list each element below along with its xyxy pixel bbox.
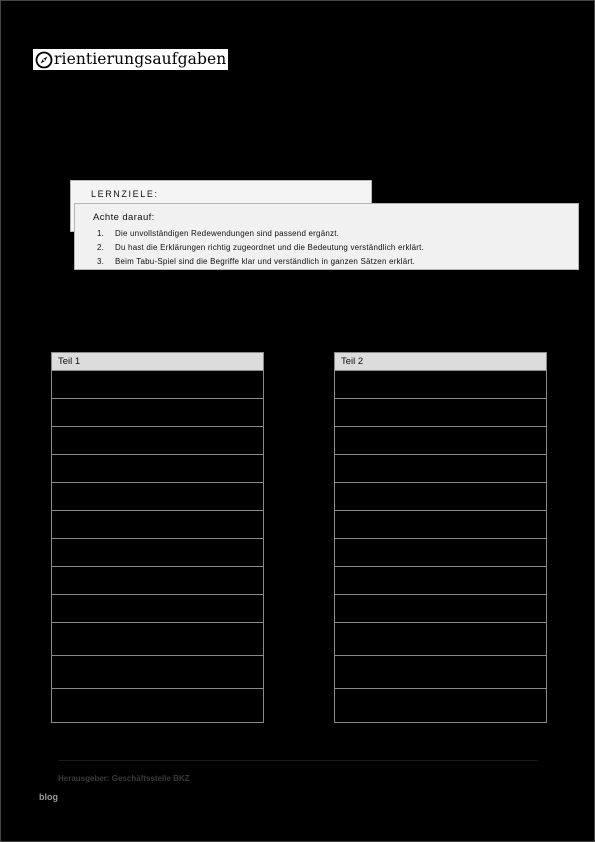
list-item-number: 2. <box>97 243 105 252</box>
table-row[interactable] <box>335 539 546 567</box>
table-row[interactable] <box>52 483 263 511</box>
list-item <box>97 241 424 255</box>
list-item <box>97 255 424 269</box>
table-row[interactable] <box>52 399 263 427</box>
list-item-number: 3. <box>97 257 105 266</box>
table-row[interactable] <box>335 689 546 722</box>
logo-text: rientierungsaufgaben <box>54 50 227 68</box>
table-row[interactable] <box>335 595 546 623</box>
list-item-text: Die unvollständigen Redewendungen sind passend ergänzt. <box>115 229 340 238</box>
table-row[interactable] <box>335 623 546 656</box>
publisher-text: Herausgeber: Geschäftsstelle BKZ <box>58 774 190 783</box>
part-2-table <box>334 352 547 723</box>
table-row[interactable] <box>52 539 263 567</box>
table-row[interactable] <box>52 623 263 656</box>
table-row[interactable] <box>52 511 263 539</box>
table-row[interactable] <box>52 595 263 623</box>
table-row[interactable] <box>335 371 546 399</box>
part-1-header: Teil 1 <box>52 353 263 371</box>
list-item-number: 1. <box>97 229 105 238</box>
table-row[interactable] <box>335 483 546 511</box>
table-row[interactable] <box>52 427 263 455</box>
table-row[interactable] <box>52 656 263 689</box>
list-item-text: Beim Tabu-Spiel sind die Begriffe klar und verständlich in ganzen Sätzen erklärt. <box>115 257 416 266</box>
learning-goals-list <box>97 227 424 269</box>
blog-link[interactable]: blog <box>39 792 58 802</box>
table-row[interactable] <box>52 371 263 399</box>
logo <box>33 49 228 70</box>
part-2-header: Teil 2 <box>335 353 546 371</box>
table-row[interactable] <box>52 455 263 483</box>
table-row[interactable] <box>335 399 546 427</box>
part-1-table <box>51 352 264 723</box>
table-row[interactable] <box>335 567 546 595</box>
table-row[interactable] <box>52 567 263 595</box>
table-row[interactable] <box>335 511 546 539</box>
table-row[interactable] <box>335 656 546 689</box>
list-item-text: Du hast die Erklärungen richtig zugeordnet und die Bedeutung verständlich erklärt. <box>115 243 425 252</box>
table-row[interactable] <box>335 427 546 455</box>
footer-divider <box>58 760 538 761</box>
list-item <box>97 227 424 241</box>
table-row[interactable] <box>52 689 263 722</box>
learning-goals-box <box>74 203 579 270</box>
compass-icon <box>35 51 53 69</box>
learning-goals-intro: Achte darauf: <box>93 212 155 223</box>
learning-goals-heading: LERNZIELE: <box>91 189 159 199</box>
table-row[interactable] <box>335 455 546 483</box>
